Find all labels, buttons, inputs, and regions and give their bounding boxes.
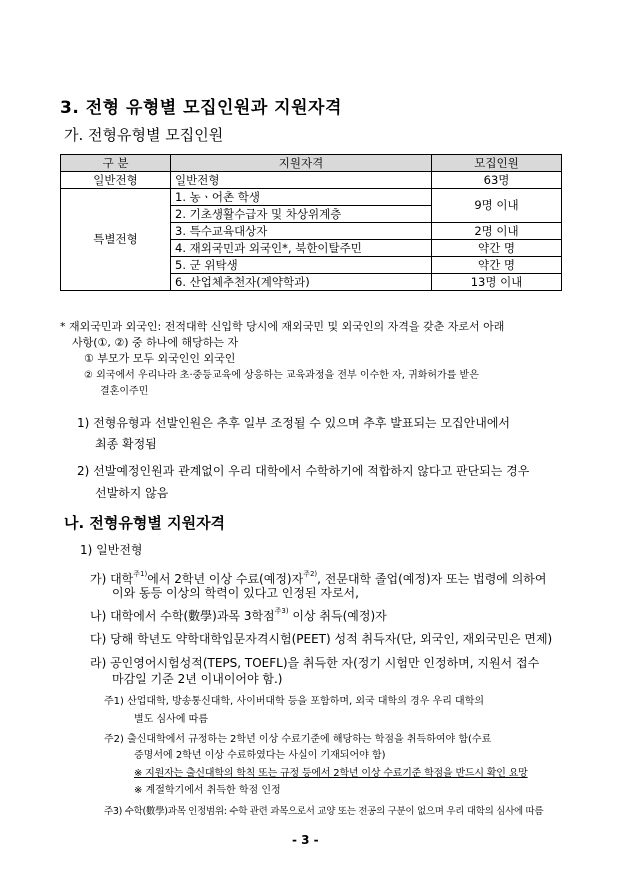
footnote-line-1: * 재외국민과 외국인: 전적대학 신입학 당시에 재외국민 및 외국인의 자격을 갖춘 자로서 아래 xyxy=(60,320,505,333)
item-ra-line2: 마감일 기준 2년 이내이어야 함.) xyxy=(112,672,283,686)
cell-qual-special-5: 5. 군 위탁생 xyxy=(171,257,432,274)
item-ga-line1: 가) 대학$^{주1)}$에서 2학년 이상 수료(예정)자$^{주2)}$, 전문대학 졸업(예정)자 또는 법령에 의하여 xyxy=(90,570,547,586)
note-2b: 선발하지 않음 xyxy=(95,486,169,500)
cell-qual-special-4: 4. 재외국민과 외국인*, 북한이탈주민 xyxy=(171,240,432,257)
footnote-item-1: ① 부모가 모두 외국인인 외국인 xyxy=(84,352,236,365)
table-header-row xyxy=(61,155,562,172)
cell-qual-special-6: 6. 산업체추천자(계약학과) xyxy=(171,274,432,291)
cell-type-special: 특별전형 xyxy=(61,189,171,291)
cell-type-general: 일반전형 xyxy=(61,172,171,189)
header-qualification: 지원자격 xyxy=(171,155,432,172)
cell-qual-general: 일반전형 xyxy=(171,172,432,189)
cell-count-special-3: 2명 이내 xyxy=(432,223,562,240)
item-da: 다) 당해 학년도 약학대학입문자격시험(PEET) 성적 취득자(단, 외국인, 재외국민은 면제) xyxy=(90,632,553,646)
header-category: 구 분 xyxy=(61,155,171,172)
note-2a: 2) 선발예정인원과 관계없이 우리 대학에서 수학하기에 적합하지 않다고 판단되는 경우 xyxy=(77,464,530,478)
cell-count-special-5: 약간 명 xyxy=(432,257,562,274)
section-title: 3. 전형 유형별 모집인원과 지원자격 xyxy=(60,98,342,118)
note-1a: 1) 전형유형과 선발인원은 추후 일부 조정될 수 있으며 추후 발표되는 모집안내에서 xyxy=(77,416,510,430)
subsection-b-title: 나. 전형유형별 지원자격 xyxy=(64,514,226,532)
note-j2a: 주2) 출신대학에서 규정하는 2학년 이상 수료기준에 해당하는 학점을 취득하여야 함(수료 xyxy=(104,734,492,745)
cell-count-special-1-2: 9명 이내 xyxy=(432,189,562,223)
footnote-line-2: 사항(①, ②) 중 하나에 해당하는 자 xyxy=(72,336,239,349)
cell-qual-special-1: 1. 농ㆍ어촌 학생 xyxy=(171,189,432,206)
cell-count-special-6: 13명 이내 xyxy=(432,274,562,291)
note-j2d: ※ 계절학기에서 취득한 학점 인정 xyxy=(134,785,281,796)
note-j3: 주3) 수학(數學)과목 인정범위: 수학 관련 과목으로서 교양 또는 전공의 구분이 없으며 우리 대학의 심사에 따름 xyxy=(104,806,544,817)
item-ra-line1: 라) 공인영어시험성적(TEPS, TOEFL)을 취득한 자(정기 시험만 인정하며, 지원서 접수 xyxy=(90,656,540,670)
cell-count-general: 63명 xyxy=(432,172,562,189)
footnote-item-2a: ② 외국에서 우리나라 초·중등교육에 상응하는 교육과정을 전부 이수한 자, 귀화허가를 받은 xyxy=(84,370,479,381)
note-j1a: 주1) 산업대학, 방송통신대학, 사이버대학 등을 포함하며, 외국 대학의 경우 우리 대학의 xyxy=(104,696,485,707)
cell-count-special-4: 약간 명 xyxy=(432,240,562,257)
page-number: - 3 - xyxy=(292,833,319,847)
general-type-title: 1) 일반전형 xyxy=(80,543,143,557)
cell-qual-special-2: 2. 기초생활수급자 및 차상위계층 xyxy=(171,206,432,223)
item-ga-line2: 이와 동등 이상의 학력이 있다고 인정된 자로서, xyxy=(112,586,359,600)
footnote-item-2b: 결혼이주민 xyxy=(100,386,149,397)
table-row xyxy=(61,189,562,206)
table-row xyxy=(61,172,562,189)
selection-table xyxy=(60,154,562,291)
header-count: 모집인원 xyxy=(432,155,562,172)
subsection-a-title: 가. 전형유형별 모집인원 xyxy=(64,126,224,144)
note-1b: 최종 확정됨 xyxy=(95,437,157,451)
note-j2c: ※ 지원자는 출신대학의 학칙 또는 규정 등에서 2학년 이상 수료기준 학점을 반드시 확인 요망 xyxy=(134,768,528,779)
item-na: 나) 대학에서 수학(數學)과목 3학점$^{주3)}$ 이상 취득(예정)자 xyxy=(90,607,387,623)
note-j1b: 별도 심사에 따름 xyxy=(134,714,208,725)
cell-qual-special-3: 3. 특수교육대상자 xyxy=(171,223,432,240)
note-j2b: 증명서에 2학년 이상 수료하였다는 사실이 기재되어야 함) xyxy=(134,750,386,761)
